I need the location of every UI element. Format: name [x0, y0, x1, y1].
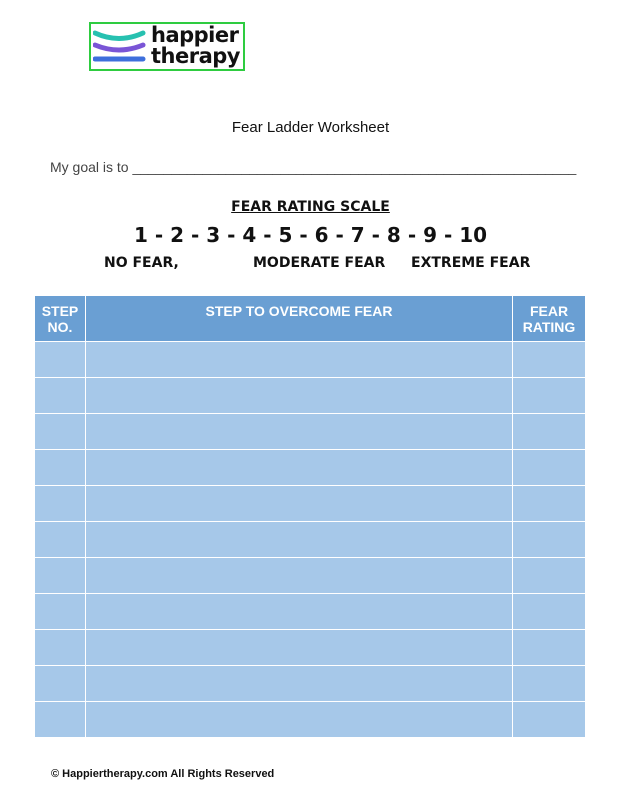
step-cell[interactable] [86, 414, 513, 450]
table-row [35, 666, 586, 702]
step-no-cell[interactable] [35, 522, 86, 558]
rating-cell[interactable] [513, 522, 586, 558]
table-row [35, 414, 586, 450]
scale-label-moderate: MODERATE FEAR [253, 255, 386, 271]
goal-prompt[interactable]: My goal is to _________________________________________________________ [50, 159, 577, 175]
step-cell[interactable] [86, 522, 513, 558]
rating-cell[interactable] [513, 594, 586, 630]
table-header-row [35, 296, 586, 342]
rating-cell[interactable] [513, 486, 586, 522]
step-cell[interactable] [86, 630, 513, 666]
rating-cell[interactable] [513, 666, 586, 702]
step-no-cell[interactable] [35, 378, 86, 414]
step-no-cell[interactable] [35, 486, 86, 522]
rating-cell[interactable] [513, 378, 586, 414]
step-cell[interactable] [86, 666, 513, 702]
logo-line-1: happier [151, 23, 239, 47]
table-row [35, 450, 586, 486]
table-row [35, 378, 586, 414]
table-row [35, 630, 586, 666]
step-no-cell[interactable] [35, 594, 86, 630]
logo-waves-icon [93, 28, 149, 68]
step-no-cell[interactable] [35, 666, 86, 702]
scale-numbers: 1 - 2 - 3 - 4 - 5 - 6 - 7 - 8 - 9 - 10 [133, 223, 488, 247]
step-cell[interactable] [86, 486, 513, 522]
table-row [35, 702, 586, 738]
step-no-cell[interactable] [35, 702, 86, 738]
step-cell[interactable] [86, 702, 513, 738]
step-no-cell[interactable] [35, 630, 86, 666]
rating-cell[interactable] [513, 414, 586, 450]
header-step-no: STEP NO. [35, 296, 86, 342]
table-row [35, 342, 586, 378]
step-no-cell[interactable] [35, 342, 86, 378]
table-row [35, 522, 586, 558]
fear-ladder-table [34, 295, 586, 738]
table-row [35, 486, 586, 522]
page-title: Fear Ladder Worksheet [231, 119, 390, 136]
table-row [35, 558, 586, 594]
scale-title: FEAR RATING SCALE [231, 199, 390, 215]
rating-cell[interactable] [513, 702, 586, 738]
happier-therapy-logo [89, 22, 245, 71]
rating-cell[interactable] [513, 450, 586, 486]
step-cell[interactable] [86, 450, 513, 486]
rating-cell[interactable] [513, 342, 586, 378]
step-no-cell[interactable] [35, 450, 86, 486]
rating-cell[interactable] [513, 558, 586, 594]
scale-label-extreme: EXTREME FEAR [411, 255, 531, 271]
table-row [35, 594, 586, 630]
header-fear-rating: FEAR RATING [513, 296, 586, 342]
step-cell[interactable] [86, 594, 513, 630]
step-no-cell[interactable] [35, 558, 86, 594]
step-no-cell[interactable] [35, 414, 86, 450]
logo-line-2: therapy [151, 44, 240, 68]
copyright-footer: © Happiertherapy.com All Rights Reserved [51, 768, 275, 780]
header-step: STEP TO OVERCOME FEAR [86, 296, 513, 342]
rating-cell[interactable] [513, 630, 586, 666]
step-cell[interactable] [86, 342, 513, 378]
step-cell[interactable] [86, 378, 513, 414]
scale-label-no-fear: NO FEAR, [104, 255, 179, 271]
logo-wordmark [151, 25, 240, 67]
step-cell[interactable] [86, 558, 513, 594]
